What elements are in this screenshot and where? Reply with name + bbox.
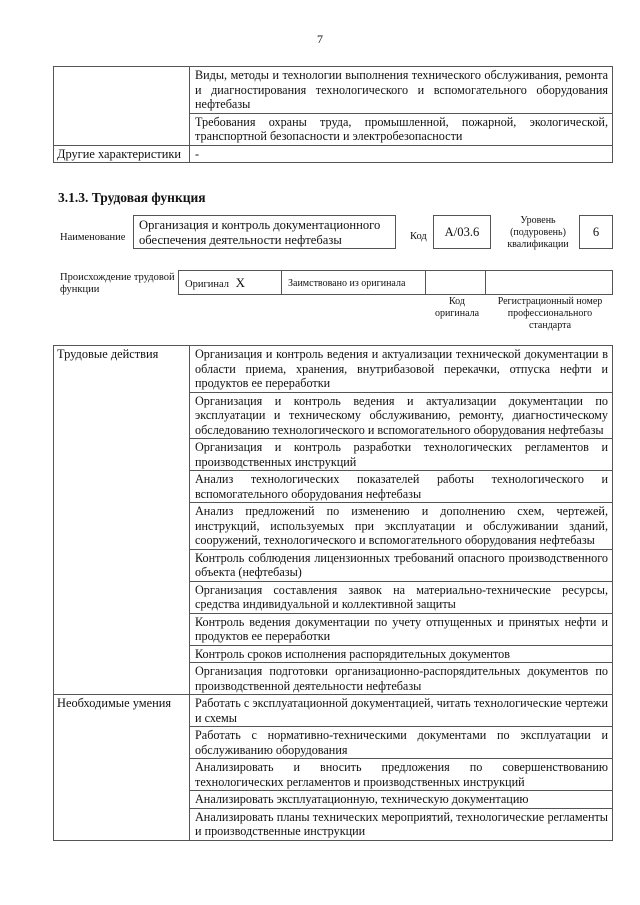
required-skills-label: Необходимые умения	[54, 695, 190, 841]
labor-actions-label: Трудовые действия	[54, 346, 190, 695]
original-code-box	[425, 270, 486, 295]
table-row: Организация и контроль ведения и актуализации технической документации в области приема, хранения, внутрибазовой перекачки, отпуска нефти и продуктов ее переработки	[190, 346, 613, 393]
original-label: Оригинал	[185, 279, 229, 290]
table-row: Организация подготовки организационно-распорядительных документов по производственной деятельности нефтебазы	[190, 663, 613, 695]
borrowed-box: Заимствовано из оригинала	[281, 270, 426, 295]
table-row: Контроль соблюдения лицензионных требований опасного производственного объекта (нефтебазы)	[190, 549, 613, 581]
top-table-cell: Требования охраны труда, промышленной, пожарной, экологической, транспортной безопасности и электробезопасности	[190, 113, 613, 145]
table-row: Анализировать эксплуатационную, техническую документацию	[190, 791, 613, 809]
table-row: Контроль сроков исполнения распорядительных документов	[190, 645, 613, 663]
table-row: Анализ технологических показателей работы технологического и вспомогательного оборудования нефтебазы	[190, 471, 613, 503]
table-row: Работать с нормативно-техническими документами по эксплуатации и обслуживанию оборудования	[190, 727, 613, 759]
table-row: Анализ предложений по изменению и дополнению схем, чертежей, инструкций, используемых при эксплуатации и обслуживании зданий, сооружений, технологического и вспомогательного оборудования нефтебазы	[190, 503, 613, 550]
table-row: Анализировать и вносить предложения по совершенствованию технологических регламентов и производственных инструкций	[190, 759, 613, 791]
table-row: Работать с эксплуатационной документацией, читать технологические чертежи и схемы	[190, 695, 613, 727]
table-row: Организация составления заявок на материально-технические ресурсы, средства индивидуальной и коллективной защиты	[190, 581, 613, 613]
qualification-level: 6	[579, 215, 613, 249]
other-characteristics-label: Другие характеристики	[54, 145, 190, 163]
main-table	[53, 345, 613, 841]
level-label: Уровень (подуровень) квалификации	[507, 215, 569, 250]
table-row: Контроль ведения документации по учету отпущенных и принятых нефти и продуктов ее переработки	[190, 613, 613, 645]
table-row: Организация и контроль ведения и актуализации документации по эксплуатации и техническому обслуживанию, ремонту, диагностическому обследованию технологического и вспомогательного оборудования нефтебазы	[190, 392, 613, 439]
origin-label: Происхождение трудовой функции	[60, 272, 175, 295]
other-characteristics-value: -	[190, 145, 613, 163]
top-table	[53, 66, 613, 163]
page-number: 7	[317, 32, 323, 46]
original-box	[178, 270, 282, 295]
function-code: A/03.6	[433, 215, 491, 249]
code-label: Код	[410, 231, 427, 242]
code-caption: Код оригинала	[434, 296, 480, 319]
function-name: Организация и контроль документационного обеспечения деятельности нефтебазы	[133, 215, 396, 249]
original-mark: X	[235, 275, 246, 290]
table-row: Организация и контроль разработки технологических регламентов и производственных инструкций	[190, 439, 613, 471]
registration-number-box	[485, 270, 613, 295]
name-label: Наименование	[60, 232, 126, 243]
table-row: Анализировать планы технических мероприятий, технологические регламенты и производственные инструкции	[190, 808, 613, 840]
top-table-cell: Виды, методы и технологии выполнения технического обслуживания, ремонта и диагностирования технологического и вспомогательного оборудования нефтебазы	[190, 67, 613, 114]
top-table-empty-label	[54, 67, 190, 146]
registration-caption: Регистрационный номер профессионального стандарта	[497, 296, 603, 331]
section-heading: 3.1.3. Трудовая функция	[58, 190, 206, 205]
